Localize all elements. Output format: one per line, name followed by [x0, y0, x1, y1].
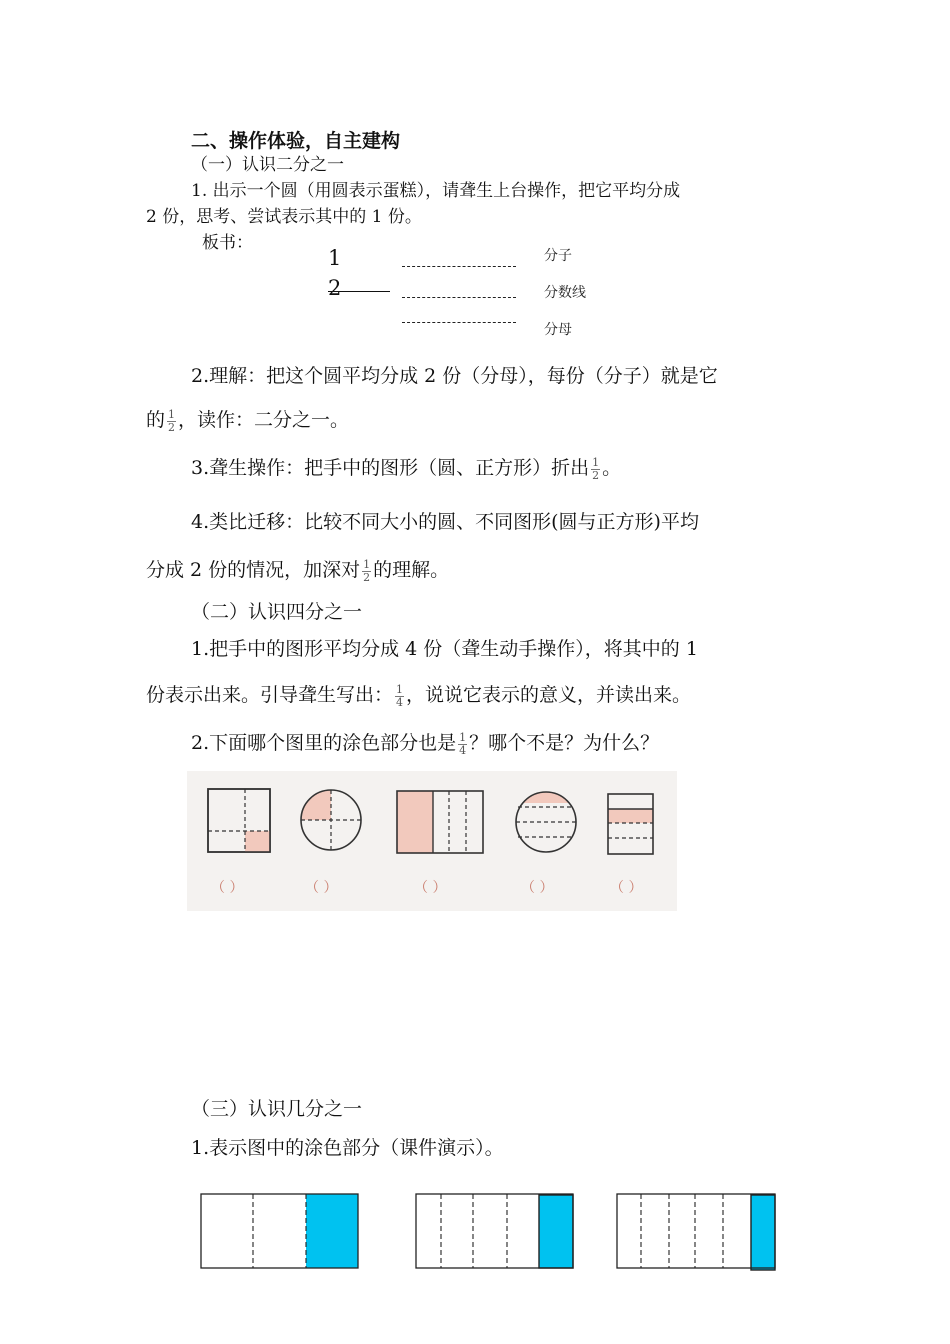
answer-blank-2[interactable]: （ ） [305, 880, 338, 896]
bar-fifths [416, 1194, 573, 1268]
rectangle-rows-shape [608, 794, 653, 854]
part1-step2-line2: 的 $\frac{1}{2}$ ，读作：二分之一。 [146, 407, 350, 434]
part1-step2-line1: 2.理解：把这个圆平均分成 2 份（分母），每份（分子）就是它 [191, 365, 718, 387]
label-denominator: 分母 [544, 322, 572, 338]
section-title: 二、操作体验，自主建构 [191, 130, 401, 152]
part2-step1-line2: 份表示出来。引导聋生写出： $\frac{1}{4}$ ，说说它表示的意义，并读出来。 [146, 682, 692, 709]
bar-sixths [617, 1194, 775, 1270]
square-shape [208, 789, 270, 852]
fraction-half: $\frac{1}{2}$ [168, 407, 176, 434]
part1-step4-line1: 4.类比迁移：比较不同大小的圆、不同图形(圆与正方形)平均 [191, 511, 699, 533]
part2-step2: 2.下面哪个图里的涂色部分也是 $\frac{1}{4}$ ？哪个不是？为什么？ [191, 730, 660, 757]
fraction-bar [328, 291, 390, 292]
unit-fraction-bars [195, 1188, 785, 1274]
board-label: 板书： [202, 233, 253, 253]
leader-line-denominator [402, 322, 516, 323]
bar-thirds [201, 1194, 358, 1268]
part1-step1-line2: 2 份，思考、尝试表示其中的 1 份。 [146, 207, 422, 227]
answer-blank-3[interactable]: （ ） [414, 880, 447, 896]
part1-step1-line1: 1. 出示一个圆（用圆表示蛋糕），请聋生上台操作，把它平均分成 [191, 181, 681, 201]
exercise-figure [187, 771, 677, 911]
part1-step4-line2: 分成 2 份的情况，加深对 $\frac{1}{2}$ 的理解。 [146, 557, 450, 584]
fraction-half: $\frac{1}{2}$ [592, 455, 600, 482]
rectangle-columns-shape [397, 791, 483, 853]
answer-blank-1[interactable]: （ ） [211, 880, 244, 896]
board-denominator: 2 [328, 276, 342, 300]
circle-strips-shape [516, 792, 576, 852]
leader-line-bar [402, 297, 516, 298]
answer-blank-5[interactable]: （ ） [610, 880, 643, 896]
label-fraction-bar: 分数线 [544, 285, 586, 301]
part3-heading: （三）认识几分之一 [191, 1098, 363, 1120]
part3-step1: 1.表示图中的涂色部分（课件演示）。 [191, 1137, 504, 1159]
part1-heading: （一）认识二分之一 [191, 155, 344, 175]
fraction-quarter: $\frac{1}{4}$ [459, 730, 467, 757]
fraction-half: $\frac{1}{2}$ [363, 557, 371, 584]
fraction-quarter: $\frac{1}{4}$ [396, 682, 404, 709]
part2-step1-line1: 1.把手中的图形平均分成 4 份（聋生动手操作），将其中的 1 [191, 638, 698, 660]
label-numerator: 分子 [544, 248, 572, 264]
circle-quarters-shape [301, 790, 361, 850]
answer-blank-4[interactable]: （ ） [521, 880, 554, 896]
board-numerator: 1 [328, 246, 342, 270]
part1-step3: 3.聋生操作：把手中的图形（圆、正方形）折出 $\frac{1}{2}$ 。 [191, 455, 622, 482]
leader-line-numerator [402, 266, 516, 267]
part2-heading: （二）认识四分之一 [191, 601, 363, 623]
